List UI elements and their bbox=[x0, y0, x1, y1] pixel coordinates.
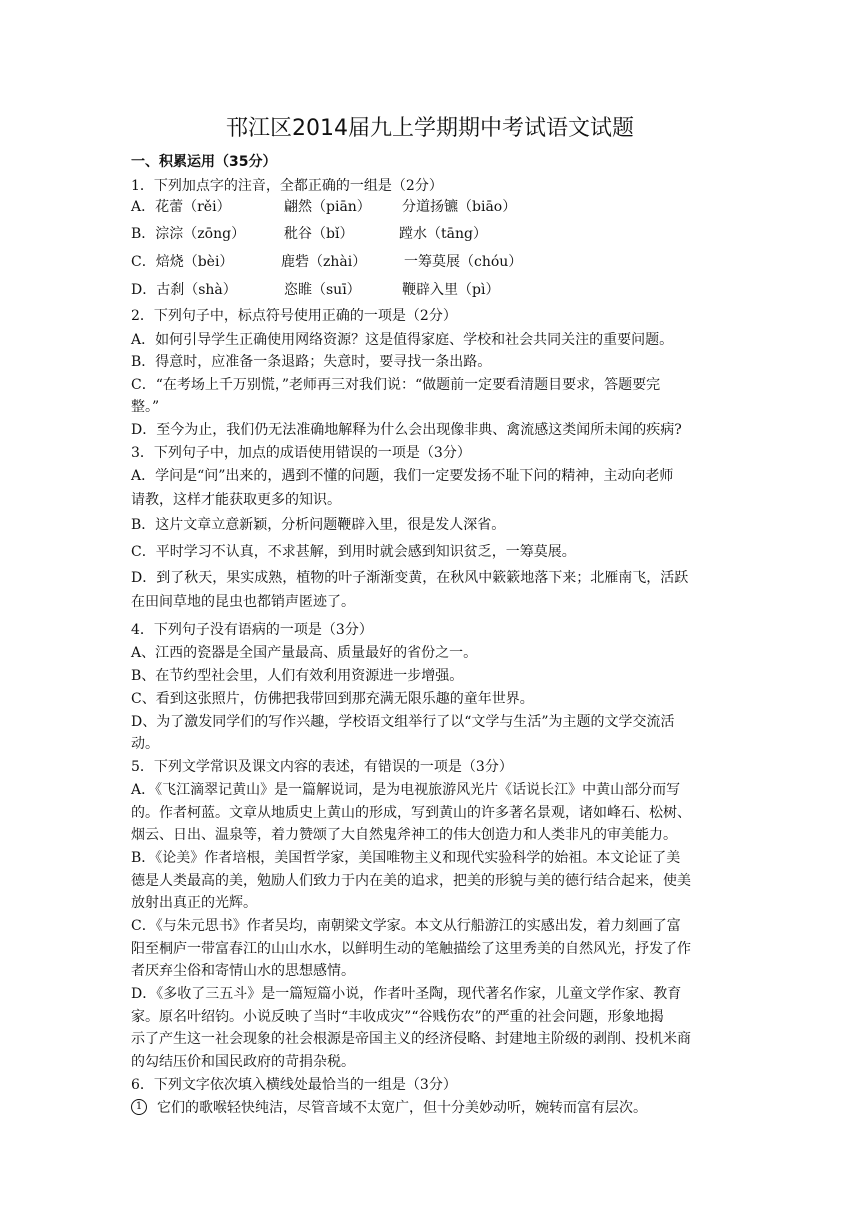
q5-stem: 5．下列文学常识及课文内容的表述，有错误的一项是（3分） bbox=[131, 759, 513, 775]
q1-option-c-1: C．焙烧（bèi） bbox=[131, 254, 234, 270]
q5-option-d-line2: 家。原名叶绍钧。小说反映了当时“丰收成灾”“谷贱伤农”的严重的社会问题，形象地揭 bbox=[131, 1009, 664, 1025]
q3-option-c: C．平时学习不认真，不求甚解，到用时就会感到知识贫乏，一筹莫展。 bbox=[131, 544, 576, 560]
q5-option-c-line2: 阳至桐庐一带富春江的山山水水，以鲜明生动的笔触描绘了这里秀美的自然风光，抒发了作 bbox=[131, 941, 691, 957]
q4-option-d-line1: D、为了激发同学们的写作兴趣，学校语文组举行了以“文学与生活”为主题的文学交流活 bbox=[131, 714, 675, 730]
q3-option-a-line2: 请教，这样才能获取更多的知识。 bbox=[131, 492, 341, 508]
q6-sentence-1 bbox=[131, 1098, 731, 1118]
q2-option-b: B．得意时，应准备一条退路；失意时，要寻找一条出路。 bbox=[131, 354, 492, 370]
q1-option-c-2: 鹿砦（zhài） bbox=[281, 254, 367, 270]
q4-option-d-line2: 动。 bbox=[131, 736, 159, 752]
q1-option-c-3: 一筹莫展（chóu） bbox=[404, 254, 523, 270]
q1-option-b-3: 蹚水（tāng） bbox=[399, 226, 487, 242]
q3-option-d-line1: D．到了秋天，果实成熟，植物的叶子渐渐变黄，在秋风中簌簌地落下来；北雁南飞，活跃 bbox=[131, 570, 689, 586]
q1-option-d-3: 鞭辟入里（pì） bbox=[402, 282, 500, 298]
q3-option-b: B．这片文章立意新颖，分析问题鞭辟入里，很是发人深省。 bbox=[131, 517, 506, 533]
q1-option-b-2: 秕谷（bǐ） bbox=[284, 226, 354, 242]
q5-option-c-line1: C．《与朱元思书》作者吴均，南朝梁文学家。本文从行船游江的实感出发，着力刻画了富 bbox=[131, 918, 681, 934]
q2-option-d: D．至今为止，我们仍无法准确地解释为什么会出现像非典、禽流感这类闻所未闻的疾病? bbox=[131, 422, 682, 438]
q4-option-a: A、江西的瓷器是全国产量最高、质量最好的省份之一。 bbox=[131, 645, 478, 661]
q2-option-c-line1: C．“在考场上千万别慌，”老师再三对我们说：“做题前一定要看清题目要求，答题要完 bbox=[131, 377, 661, 393]
section-heading: 一、积累运用（35分） bbox=[131, 154, 277, 170]
q5-option-d-line1: D．《多收了三五斗》是一篇短篇小说，作者叶圣陶，现代著名作家，儿童文学作家、教育 bbox=[131, 986, 682, 1002]
q1-option-a-2: 翩然（piān） bbox=[284, 199, 371, 215]
q5-option-b-line3: 放射出真正的光辉。 bbox=[131, 895, 257, 911]
q2-option-c-line2: 整。” bbox=[131, 399, 160, 415]
exam-title: 邗江区2014届九上学期期中考试语文试题 bbox=[226, 116, 634, 141]
q1-stem: 1．下列加点字的注音，全都正确的一组是（2分） bbox=[131, 178, 443, 194]
q3-option-a-line1: A．学问是“问”出来的，遇到不懂的问题，我们一定要发扬不耻下问的精神，主动向老师 bbox=[131, 468, 674, 484]
q2-option-a: A．如何引导学生正确使用网络资源？这是值得家庭、学校和社会共同关注的重要问题。 bbox=[131, 332, 674, 348]
q1-option-b-1: B．淙淙（zōng） bbox=[131, 226, 246, 242]
q1-option-d-1: D．古刹（shà） bbox=[131, 282, 237, 298]
q1-option-d-2: 恣睢（suī） bbox=[284, 282, 361, 298]
q1-option-a-3: 分道扬镳（biāo） bbox=[402, 199, 517, 215]
q6-stem: 6．下列文字依次填入横线处最恰当的一组是（3分） bbox=[131, 1077, 457, 1093]
q3-stem: 3．下列句子中，加点的成语使用错误的一项是（3分） bbox=[131, 445, 471, 461]
q6-sentence-1-text: 它们的歌喉轻快纯洁，尽管音域不太宽广，但十分美妙动听，婉转而富有层次。 bbox=[157, 1100, 647, 1116]
q5-option-a-line2: 的。作者柯蓝。文章从地质史上黄山的形成，写到黄山的许多著名景观，诸如峰石、松树、 bbox=[131, 805, 691, 821]
q1-option-a-1: A．花蕾（rěi） bbox=[131, 199, 231, 215]
q4-option-c: C、看到这张照片，仿佛把我带回到那充满无限乐趣的童年世界。 bbox=[131, 691, 534, 707]
q5-option-c-line3: 者厌弃尘俗和寄情山水的思想感情。 bbox=[131, 963, 355, 979]
q5-option-a-line3: 烟云、日出、温泉等，着力赞颂了大自然鬼斧神工的伟大创造力和人类非凡的审美能力。 bbox=[131, 827, 677, 843]
q5-option-b-line1: B．《论美》作者培根，美国哲学家，美国唯物主义和现代实验科学的始祖。本文论证了美 bbox=[131, 850, 681, 866]
circled-number-1: 1 bbox=[131, 1099, 147, 1115]
q5-option-d-line3: 示了产生这一社会现象的社会根源是帝国主义的经济侵略、封建地主阶级的剥削、投机米商 bbox=[131, 1031, 691, 1047]
q3-option-d-line2: 在田间草地的昆虫也都销声匿迹了。 bbox=[131, 594, 355, 610]
q2-stem: 2．下列句子中，标点符号使用正确的一项是（2分） bbox=[131, 308, 457, 324]
q5-option-a-line1: A．《飞江滴翠记黄山》是一篇解说词，是为电视旅游风光片《话说长江》中黄山部分而写 bbox=[131, 782, 681, 798]
q5-option-d-line4: 的勾结压价和国民政府的苛捐杂税。 bbox=[131, 1054, 355, 1070]
q4-option-b: B、在节约型社会里，人们有效利用资源进一步增强。 bbox=[131, 668, 464, 684]
q4-stem: 4．下列句子没有语病的一项是（3分） bbox=[131, 622, 373, 638]
q5-option-b-line2: 德是人类最高的美，勉励人们致力于内在美的追求，把美的形貌与美的德行结合起来，使美 bbox=[131, 873, 691, 889]
